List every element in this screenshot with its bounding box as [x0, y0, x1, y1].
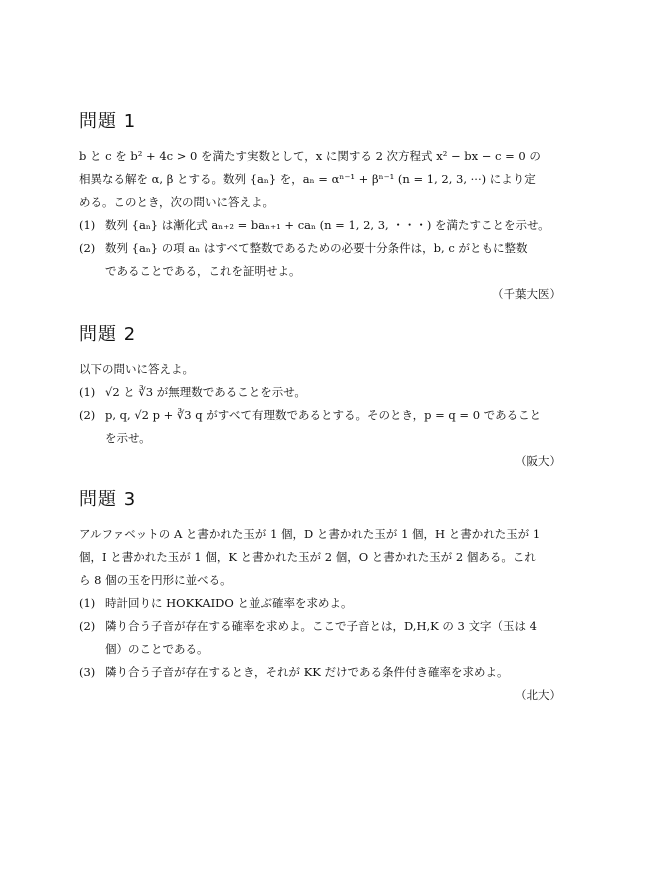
question-item: [79, 237, 561, 260]
question-text: 隣り合う子音が存在するとき，それが KK だけである条件付き確率を求めよ。: [105, 665, 509, 679]
question-number: (2): [79, 619, 96, 633]
intro-line: アルファベットの A と書かれた玉が 1 個，D と書かれた玉が 1 個，H と書かれた玉が 1: [79, 527, 541, 541]
question-item: [79, 381, 561, 404]
question-text: 隣り合う子音が存在する確率を求めよ。ここで子音とは，D,H,K の 3 文字（玉は 4: [105, 619, 537, 633]
problem-title: 問題 2: [79, 324, 137, 345]
question-continuation: 個）のことである。: [105, 642, 209, 656]
question-number: (2): [79, 241, 96, 255]
problem-title: 問題 3: [79, 489, 137, 510]
question-number: (3): [79, 665, 96, 679]
question-continuation: であることである，これを証明せよ。: [105, 264, 301, 278]
question-item: [79, 592, 561, 615]
question-continuation: を示せ。: [105, 431, 151, 445]
intro-line: 個，I と書かれた玉が 1 個，K と書かれた玉が 2 個，O と書かれた玉が 2 個ある。これ: [79, 550, 536, 564]
question-item: [79, 661, 561, 684]
question-item: [79, 214, 561, 237]
source-label: （阪大）: [515, 454, 561, 468]
question-number: (1): [79, 385, 96, 399]
source-label: （千葉大医）: [492, 287, 561, 301]
intro-line: める。このとき，次の問いに答えよ。: [79, 195, 275, 209]
question-text: 数列 {aₙ} は漸化式 aₙ₊₂ = baₙ₊₁ + caₙ (n = 1, 2, 3, ・・・) を満たすことを示せ。: [105, 218, 550, 232]
question-number: (1): [79, 218, 96, 232]
source-label: （北大）: [515, 688, 561, 702]
intro-line: ら 8 個の玉を円形に並べる。: [79, 573, 232, 587]
question-text: p, q, √2 p + ∛3 q がすべて有理数であるとする。そのとき，p = q = 0 であること: [105, 408, 542, 422]
question-text: 数列 {aₙ} の項 aₙ はすべて整数であるための必要十分条件は，b, c がともに整数: [105, 241, 528, 255]
question-item: [79, 615, 561, 638]
intro-line: b と c を b² + 4c > 0 を満たす実数として，x に関する 2 次方程式 x² − bx − c = 0 の: [79, 149, 541, 163]
question-number: (1): [79, 596, 96, 610]
question-item: [79, 404, 561, 427]
question-text: 時計回りに HOKKAIDO と並ぶ確率を求めよ。: [105, 596, 353, 610]
problem-2: [79, 320, 561, 473]
problem-1: [79, 107, 561, 306]
problem-3: [79, 485, 561, 707]
intro-line: 相異なる解を α, β とする。数列 {aₙ} を，aₙ = αⁿ⁻¹ + βⁿ⁻¹ (n = 1, 2, 3, ···) により定: [79, 172, 536, 186]
question-number: (2): [79, 408, 96, 422]
question-text: √2 と ∛3 が無理数であることを示せ。: [105, 385, 306, 399]
problem-title: 問題 1: [79, 111, 137, 132]
intro-line: 以下の問いに答えよ。: [79, 362, 194, 376]
